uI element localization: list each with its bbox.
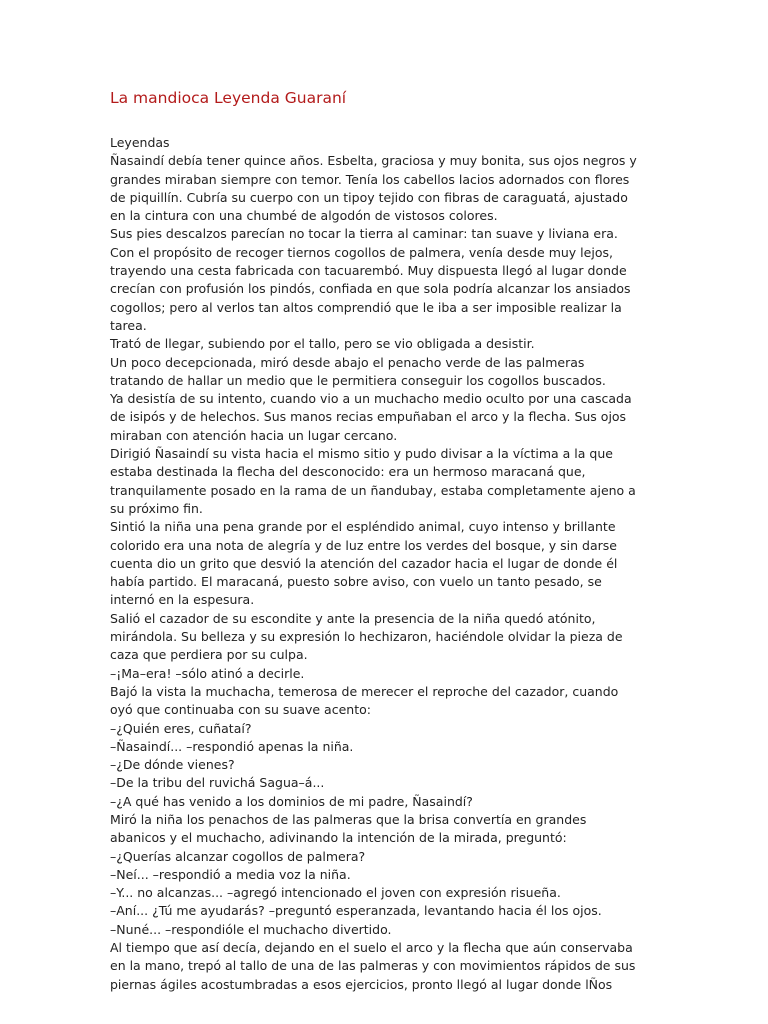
document-title: La mandioca Leyenda Guaraní <box>110 89 347 107</box>
text-line: –Ñasaindí... –respondió apenas la niña. <box>110 738 354 754</box>
text-line: colorido era una nota de alegría y de luz entre los verdes del bosque, y sin darse <box>110 537 617 553</box>
text-line: Sintió la niña una pena grande por el espléndido animal, cuyo intenso y brillante <box>110 519 616 535</box>
text-line: había partido. El maracaná, puesto sobre aviso, con vuelo un tanto pesado, se <box>110 574 602 590</box>
text-line: Con el propósito de recoger tiernos cogollos de palmera, venía desde muy lejos, <box>110 244 613 260</box>
text-line: –¿Querías alcanzar cogollos de palmera? <box>110 848 366 864</box>
text-line: –¡Ma–era! –sólo atinó a decirle. <box>110 665 305 681</box>
text-line: –¿A qué has venido a los dominios de mi padre, Ñasaindí? <box>110 793 473 809</box>
text-line: –Aní... ¿Tú me ayudarás? –preguntó esperanzada, levantando hacia él los ojos. <box>110 903 602 919</box>
text-line: –Neí... –respondió a media voz la niña. <box>110 866 351 882</box>
text-line: caza que perdiera por su culpa. <box>110 647 308 663</box>
text-line: crecían con profusión los pindós, confiada en que sola podría alcanzar los ansiados <box>110 281 631 297</box>
document-page <box>110 88 670 994</box>
text-line: –¿Quién eres, cuñataí? <box>110 720 252 736</box>
text-line: miraban con atención hacia un lugar cercano. <box>110 427 398 443</box>
text-line: tratando de hallar un medio que le permitiera conseguir los cogollos buscados. <box>110 372 606 388</box>
text-line: –¿De dónde vienes? <box>110 757 235 773</box>
text-line: en la mano, trepó al tallo de una de las palmeras y con movimientos rápidos de sus <box>110 958 636 974</box>
text-line: abanicos y el muchacho, adivinando la intención de la mirada, preguntó: <box>110 830 567 846</box>
text-line: en la cintura con una chumbé de algodón de vistosos colores. <box>110 208 498 224</box>
text-line: de piquillín. Cubría su cuerpo con un tipoy tejido con fibras de caraguatá, ajustado <box>110 189 628 205</box>
text-line: mirándola. Su belleza y su expresión lo hechizaron, haciéndole olvidar la pieza de <box>110 629 623 645</box>
text-line: Ñasaindí debía tener quince años. Esbelta, graciosa y muy bonita, sus ojos negros y <box>110 153 637 169</box>
text-line: –Nuné... –respondióle el muchacho divertido. <box>110 921 392 937</box>
text-line: de isipós y de helechos. Sus manos recias empuñaban el arco y la flecha. Sus ojos <box>110 409 627 425</box>
text-line: estaba destinada la flecha del desconocido: era un hermoso maracaná que, <box>110 464 586 480</box>
text-line: internó en la espesura. <box>110 592 255 608</box>
text-line: Bajó la vista la muchacha, temerosa de merecer el reproche del cazador, cuando <box>110 683 619 699</box>
text-line: Ya desistía de su intento, cuando vio a un muchacho medio oculto por una cascada <box>110 391 632 407</box>
text-line: Salió el cazador de su escondite y ante la presencia de la niña quedó atónito, <box>110 610 596 626</box>
text-line: Sus pies descalzos parecían no tocar la tierra al caminar: tan suave y liviana era. <box>110 226 618 242</box>
text-line: grandes miraban siempre con temor. Tenía los cabellos lacios adornados con flores <box>110 171 630 187</box>
text-line: su próximo fin. <box>110 500 203 516</box>
text-line: Un poco decepcionada, miró desde abajo el penacho verde de las palmeras <box>110 354 585 370</box>
section-label: Leyendas <box>110 135 170 150</box>
text-line: oyó que continuaba con su suave acento: <box>110 702 371 718</box>
text-line: Miró la niña los penachos de las palmeras que la brisa convertía en grandes <box>110 811 587 827</box>
text-line: tarea. <box>110 317 147 333</box>
text-line: Dirigió Ñasaindí su vista hacia el mismo sitio y pudo divisar a la víctima a la que <box>110 446 613 462</box>
text-line: Trató de llegar, subiendo por el tallo, pero se vio obligada a desistir. <box>110 336 535 352</box>
text-line: Al tiempo que así decía, dejando en el suelo el arco y la flecha que aún conservaba <box>110 940 633 956</box>
text-line: trayendo una cesta fabricada con tacuarembó. Muy dispuesta llegó al lugar donde <box>110 263 627 279</box>
text-line: piernas ágiles acostumbradas a esos ejercicios, pronto llegó al lugar donde lÑos <box>110 976 613 992</box>
text-line: –Y... no alcanzas... –agregó intencionado el joven con expresión risueña. <box>110 885 561 901</box>
text-line: cuenta dio un grito que desvió la atención del cazador hacia el lugar de donde él <box>110 555 618 571</box>
text-line: tranquilamente posado en la rama de un ñandubay, estaba completamente ajeno a <box>110 482 636 498</box>
text-line: –De la tribu del ruvichá Sagua–á... <box>110 775 325 791</box>
text-line: cogollos; pero al verlos tan altos comprendió que le iba a ser imposible realizar la <box>110 299 622 315</box>
document-body <box>110 134 670 994</box>
